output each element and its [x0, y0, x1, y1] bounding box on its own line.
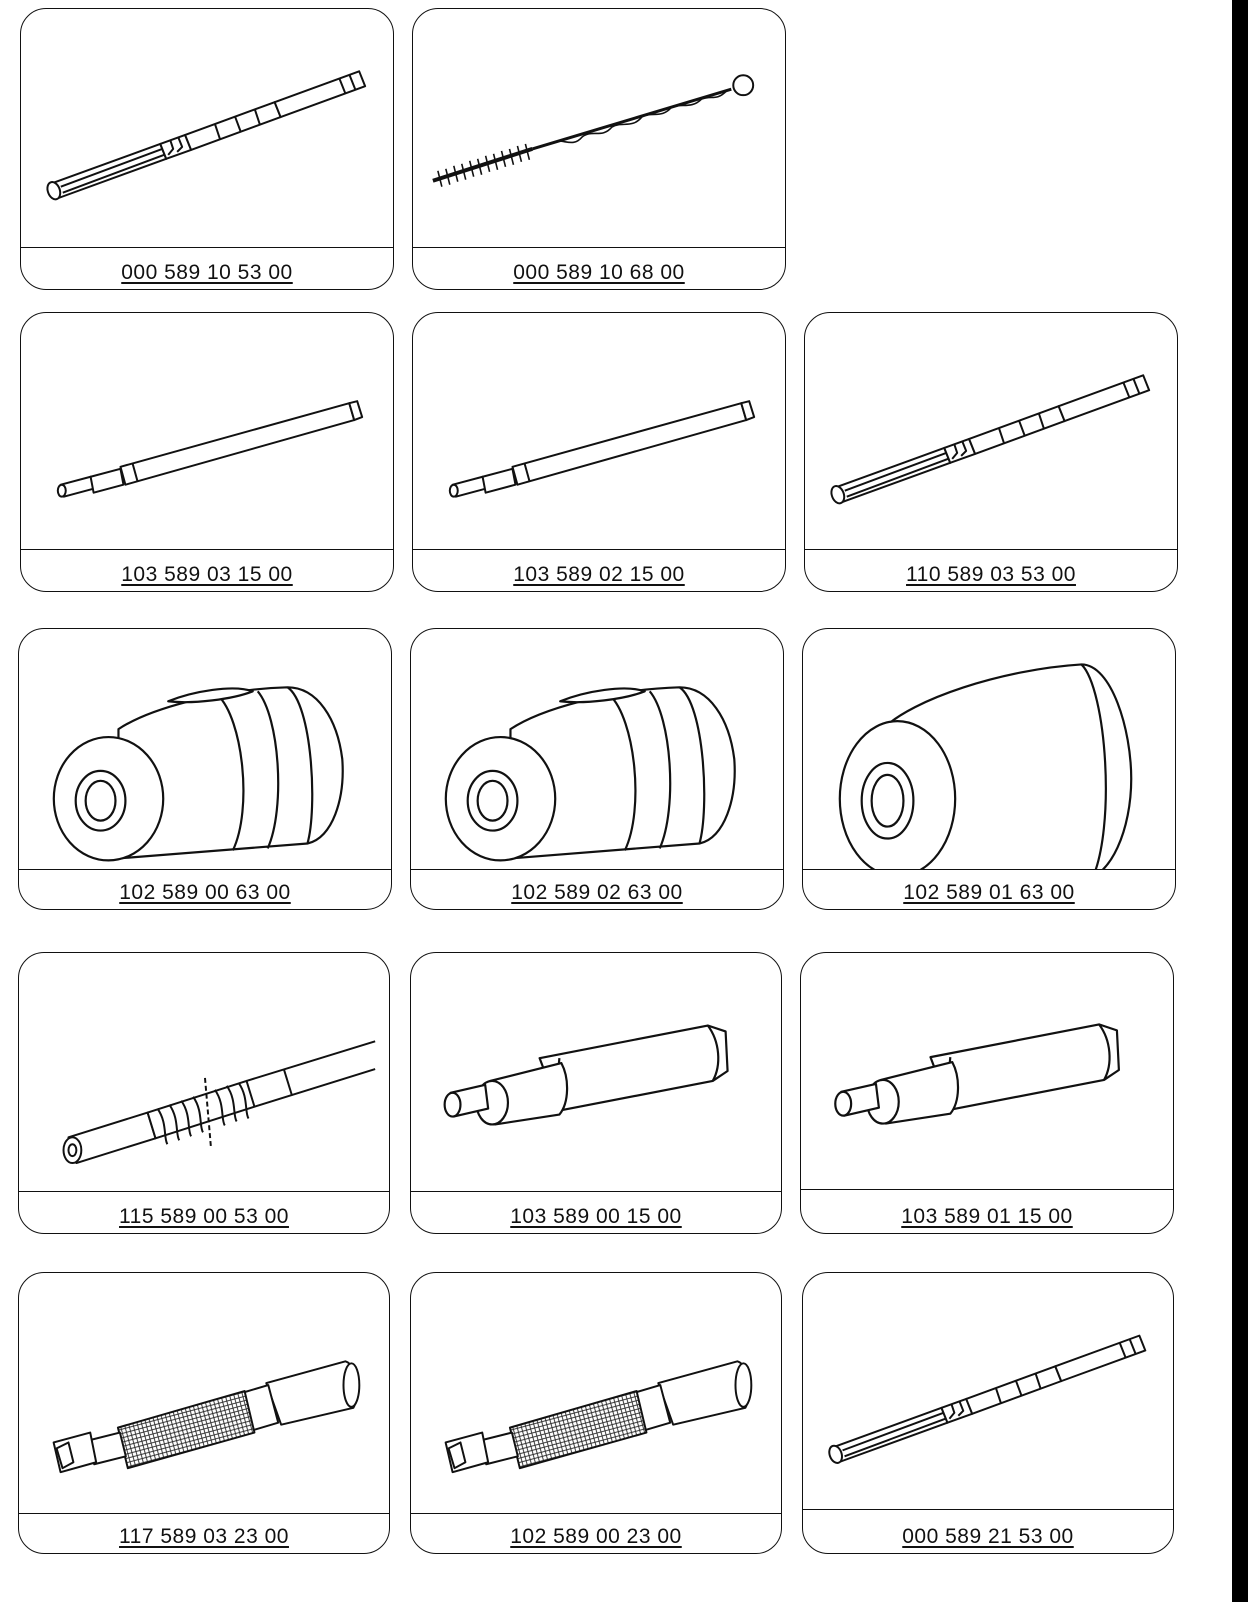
- part-card[interactable]: [800, 952, 1174, 1234]
- pilot-drift-icon: [411, 953, 781, 1193]
- page-edge-bar: [1232, 0, 1248, 1602]
- spiral-reamer-icon: [19, 953, 389, 1193]
- part-number: 102 589 00 23 00: [510, 1525, 682, 1548]
- stepped-drift-icon: [413, 313, 785, 551]
- reamer-icon: [21, 9, 393, 249]
- part-number: 103 589 02 15 00: [513, 563, 685, 586]
- part-card[interactable]: [412, 8, 786, 290]
- part-card[interactable]: [410, 952, 782, 1234]
- part-number: 103 589 00 15 00: [510, 1205, 682, 1228]
- barrel-sleeve-icon: [803, 629, 1175, 869]
- stepped-drift-icon: [21, 313, 393, 551]
- part-card[interactable]: [802, 1272, 1174, 1554]
- part-number: 110 589 03 53 00: [906, 563, 1076, 586]
- part-card[interactable]: [20, 8, 394, 290]
- part-number: 103 589 03 15 00: [121, 563, 293, 586]
- part-card[interactable]: [18, 952, 390, 1234]
- cleaning-brush-icon: [413, 9, 785, 249]
- part-card[interactable]: [18, 1272, 390, 1554]
- taper-sleeve-icon: [411, 629, 783, 869]
- part-card[interactable]: [410, 628, 784, 910]
- part-number: 000 589 10 53 00: [121, 261, 293, 284]
- part-number: 115 589 00 53 00: [119, 1205, 289, 1228]
- pilot-drift-icon: [801, 953, 1173, 1191]
- taper-sleeve-icon: [19, 629, 391, 869]
- part-number: 000 589 21 53 00: [902, 1525, 1074, 1548]
- part-card[interactable]: [412, 312, 786, 592]
- part-number: 103 589 01 15 00: [901, 1205, 1073, 1228]
- reamer-icon: [805, 313, 1177, 551]
- knurled-puller-icon: [411, 1273, 781, 1513]
- part-number: 102 589 02 63 00: [511, 881, 683, 904]
- part-card[interactable]: [802, 628, 1176, 910]
- part-number: 102 589 01 63 00: [903, 881, 1075, 904]
- knurled-puller-icon: [19, 1273, 389, 1513]
- part-number: 000 589 10 68 00: [513, 261, 685, 284]
- part-number: 102 589 00 63 00: [119, 881, 291, 904]
- part-card[interactable]: [20, 312, 394, 592]
- part-card[interactable]: [804, 312, 1178, 592]
- part-number: 117 589 03 23 00: [119, 1525, 289, 1548]
- part-card[interactable]: [410, 1272, 782, 1554]
- reamer-icon: [803, 1273, 1173, 1513]
- part-card[interactable]: [18, 628, 392, 910]
